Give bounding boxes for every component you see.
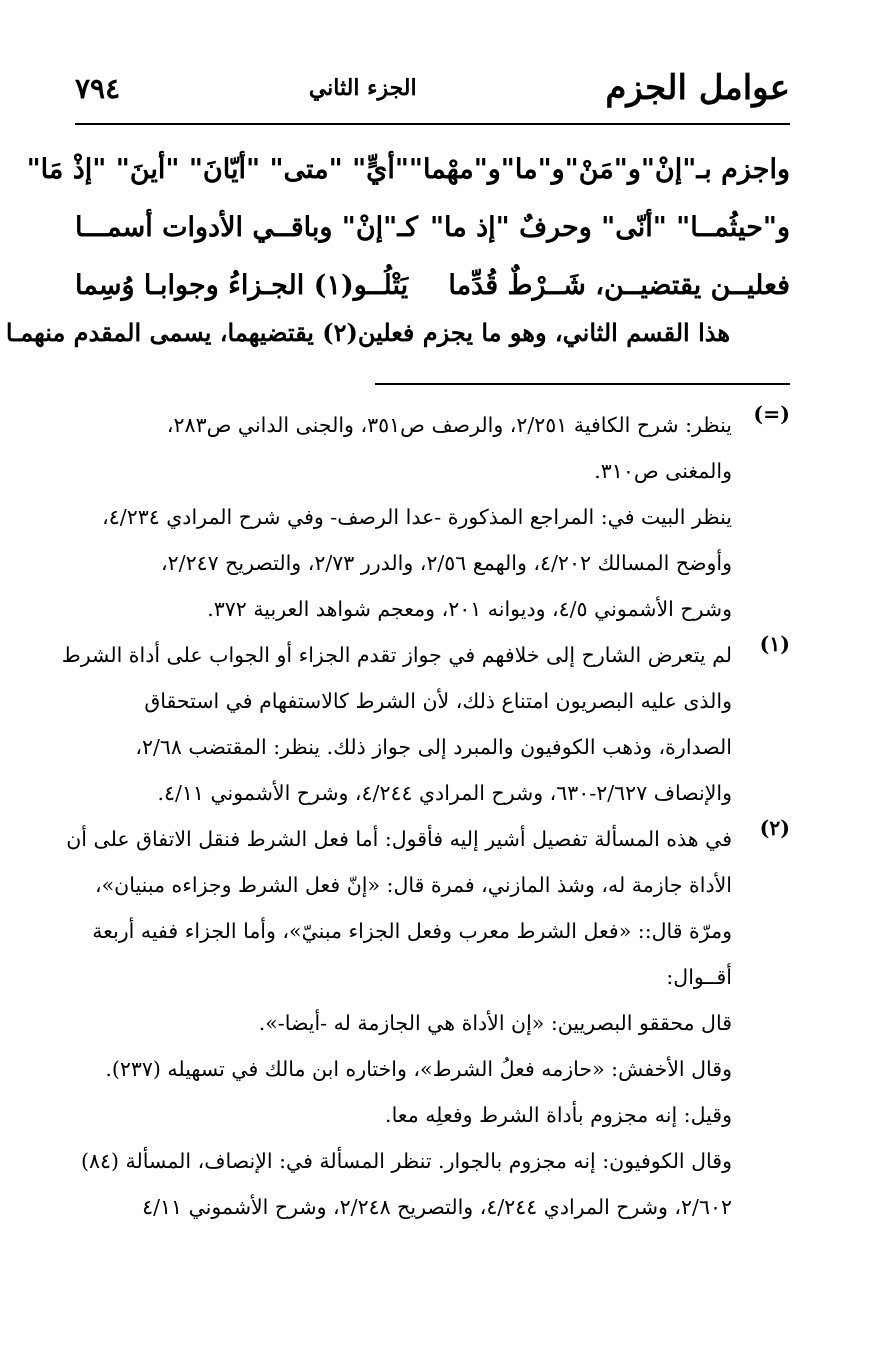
footnote-body xyxy=(78,402,732,494)
footnote-marker xyxy=(732,494,790,632)
footnote-line: ينظر البيت في: المراجع المذكورة -عدا الرصف- وفي شرح المرادي ٤/٢٣٤، xyxy=(102,505,732,529)
footnote-line: أقــوال: xyxy=(666,965,732,989)
footnote-line: والمغنى ص٣١٠. xyxy=(594,459,732,483)
footnote-marker: (=) xyxy=(753,402,790,426)
commentary-paragraph: هذا القسم الثاني، وهو ما يجزم فعلين(٢) يقتضيهما، يسمى المقدم منهمـا xyxy=(5,318,730,347)
footnotes xyxy=(61,402,790,1230)
footnote-line: وأوضح المسالك ٤/٢٠٢، والهمع ٢/٥٦، والدرر ٢/٧٣، والتصريح ٢/٢٤٧، xyxy=(161,551,732,575)
footnote-marker: (١) xyxy=(759,632,790,656)
footnote-divider xyxy=(375,383,790,385)
footnote xyxy=(78,494,790,632)
footnote-line: لم يتعرض الشارح إلى خلافهم في جواز تقدم الجزاء أو الجواب على أداة الشرط xyxy=(61,643,732,667)
footnote-marker: (٢) xyxy=(759,816,790,840)
footnote-line: وشرح الأشموني ٤/٥، وديوانه ٢٠١، ومعجم شواهد العربية ٣٧٢. xyxy=(207,597,732,621)
footnote-line: الصدارة، وذهب الكوفيون والمبرد إلى جواز ذلك. ينظر: المقتضب ٢/٦٨، xyxy=(135,735,732,759)
footnote-body xyxy=(66,816,732,1230)
footnote-line: والذى عليه البصريون امتناع ذلك، لأن الشرط كالاستفهام في استحقاق xyxy=(144,689,732,713)
running-header xyxy=(75,58,790,118)
footnote-line: قال محققو البصريين: «إن الأداة هي الجازمة له -أيضا-». xyxy=(258,1011,732,1035)
footnote-line: وقال الكوفيون: إنه مجزوم بالجوار. تنظر المسألة في: الإنصاف، المسألة (٨٤) xyxy=(81,1149,732,1173)
footnote-line: ومرّة قال:: «فعل الشرط معرب وفعل الجزاء مبنيّ»، وأما الجزاء ففيه أربعة xyxy=(92,919,732,943)
verse-line xyxy=(75,256,790,314)
footnote-line: في هذه المسألة تفصيل أشير إليه فأقول: أما فعل الشرط فنقل الاتفاق على أن xyxy=(66,827,732,851)
footnote xyxy=(61,632,790,816)
poem-verses xyxy=(26,140,790,314)
footnote-body xyxy=(78,494,732,632)
footnote-line: والإنصاف ٢/٦٢٧-٦٣٠، وشرح المرادي ٤/٢٤٤، وشرح الأشموني ٤/١١. xyxy=(157,781,732,805)
verse-second-hemistich: "أيٍّ" "متى" "أيّانَ" "أينَ" "إذْ مَا" xyxy=(26,153,409,185)
footnote xyxy=(66,816,790,1230)
verse-second-hemistich: يَتْلُــو(١) الجـزاءُ وجوابـا وُسِما xyxy=(75,269,409,301)
verse-first-hemistich: واجزم بـ"إنْ"و"مَنْ"و"ما"و"مهْما" xyxy=(408,153,790,185)
chapter-title: عوامل الجزم xyxy=(605,68,790,108)
footnote xyxy=(78,402,790,494)
verse-second-hemistich: كـ"إنْ" وباقــي الأدوات أسمـــا xyxy=(75,211,419,243)
footnote-line: ٢/٦٠٢، وشرح المرادي ٤/٢٤٤، والتصريح ٢/٢٤٨، وشرح الأشموني ٤/١١ xyxy=(142,1195,732,1219)
footnote-line: وقال الأخفش: «حازمه فعلُ الشرط»، واختاره ابن مالك في تسهيله (٢٣٧). xyxy=(105,1057,732,1081)
verse-line xyxy=(26,140,790,198)
footnote-line: الأداة جازمة له، وشذ المازني، فمرة قال: «إنّ فعل الشرط وجزاءه مبنيان»، xyxy=(95,873,732,897)
verse-line xyxy=(75,198,790,256)
footnote-line: وقيل: إنه مجزوم بأداة الشرط وفعلِه معا. xyxy=(385,1103,732,1127)
footnote-body xyxy=(62,632,732,816)
header-divider xyxy=(75,123,790,125)
part-title: الجزء الثاني xyxy=(308,75,417,101)
footnote-line: ينظر: شرح الكافية ٢/٢٥١، والرصف ص٣٥١، والجنى الداني ص٢٨٣، xyxy=(166,413,732,437)
verse-first-hemistich: و"حيثُمــا" "أنّى" وحرفٌ "إذ ما" xyxy=(429,211,790,243)
page-number: ٧٩٤ xyxy=(75,71,121,105)
verse-first-hemistich: فعليــن يقتضيــن، شَــرْطٌ قُدِّما xyxy=(448,269,790,301)
